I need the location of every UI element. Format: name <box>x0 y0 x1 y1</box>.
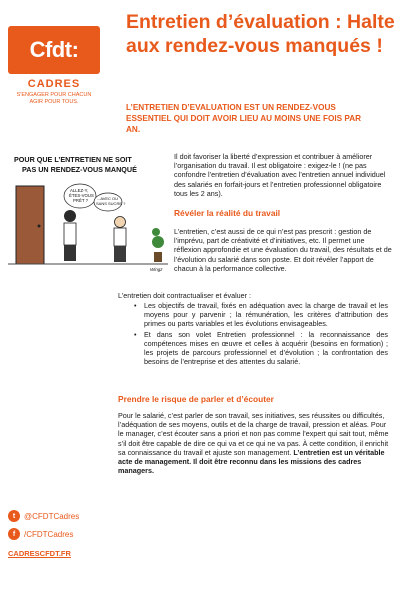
svg-text:...AVEC OU: ...AVEC OU <box>97 196 119 201</box>
page-title: Entretien d’évaluation : Halte aux rendez-vous manqués ! <box>126 11 395 57</box>
bullet-list <box>134 301 388 367</box>
cartoon-caption-line1: POUR QUE L’ENTRETIEN NE SOIT <box>14 155 132 164</box>
svg-text:ÊTES-VOUS: ÊTES-VOUS <box>69 193 94 198</box>
paragraph-4-strong: L’entretien est un véritable acte de management. Il doit être reconnu dans les missions des cadres managers. <box>118 447 385 476</box>
facebook-icon: f <box>8 528 20 540</box>
intro-text: L’ENTRETIEN D’EVALUATION EST UN RENDEZ-VOUS ESSENTIEL QUI DOIT AVOIR LIEU AU MOINS UNE FOIS PAR AN. <box>126 103 362 134</box>
cartoon-illustration <box>8 148 168 274</box>
heading-parler: Prendre le risque de parler et d’écouter <box>118 394 274 404</box>
paragraph-2: L’entretien, c’est aussi de ce qui n’est pas prescrit : gestion de l’imprévu, part de créativité et d’initiatives, etc. Il permet une réflexion approfondie et une évaluation du travail, des résultats et de l’évolution du salarié dans son poste. Et doit révéler l’apport de chacun à la performance collective. <box>174 227 392 273</box>
sidebar <box>0 0 112 593</box>
brand-tagline: S'ENGAGER POUR CHACUN AGIR POUR TOUS. <box>16 92 92 105</box>
website-link[interactable]: CADRESCFDT.FR <box>8 549 71 558</box>
cartoon-caption-line2: PAS UN RENDEZ-VOUS MANQUÉ <box>22 165 137 174</box>
bullet-item: • Et dans son volet Entretien professionnel : la reconnaissance des compétences mises en œuvre et celles à acquérir (besoins en formation) ; les projets de parcours professionnel et d’évolution ; la confrontation des besoins de l’entreprise et des attentes du salarié. <box>134 330 388 367</box>
svg-text:ALLEZ-Y,: ALLEZ-Y, <box>70 188 89 193</box>
twitter-link[interactable] <box>8 510 112 522</box>
svg-text:Wingz: Wingz <box>150 267 163 272</box>
heading-revealer: Révéler la réalité du travail <box>174 208 281 218</box>
twitter-handle: @CFDTCadres <box>24 511 80 521</box>
svg-text:SANS SUCRE ?: SANS SUCRE ? <box>96 201 126 206</box>
facebook-handle: /CFDTCadres <box>24 529 74 539</box>
svg-text:PRÊT ?: PRÊT ? <box>73 198 88 203</box>
paragraph-3: L’entretien doit contractualiser et évaluer : <box>118 291 252 300</box>
brand-name: CADRES <box>27 78 81 90</box>
twitter-icon: t <box>8 510 20 522</box>
paragraph-4-text: Pour le salarié, c’est parler de son travail, ses initiatives, ses réussites ou difficultés, l’adéquation de ses moyens, outils et de la charge de travail, pression et aléas. Pour le manager, c’est écouter sans a priori et non pas comme l’expert qui sait tout, même s’il doit être capable de dire ce qui va et ce qui ne va pas. À cette condition, il enrichit sa connaissance du travail et ajuste son management. <box>118 411 389 457</box>
cfdt-logo: Cfdt: <box>8 26 100 74</box>
bullet-item: • Les objectifs de travail, fixés en adéquation avec la charge de travail et les moyens pour y parvenir ; la rémunération, les critères d’attribution des primes ou parts variables et les évolutions envisageables. <box>134 301 388 329</box>
paragraph-4 <box>118 411 392 475</box>
facebook-link[interactable] <box>8 528 112 540</box>
paragraph-1: Il doit favoriser la liberté d’expression et contribuer à améliorer l’organisation du travail. Il est obligatoire : exigez-le ! (ne pas confondre l’entretien d’évaluation avec l’entretien annuel individuel des salariés en forfait-jours et l’entretien professionnel obligatoire tous les 2 ans). <box>174 152 386 198</box>
